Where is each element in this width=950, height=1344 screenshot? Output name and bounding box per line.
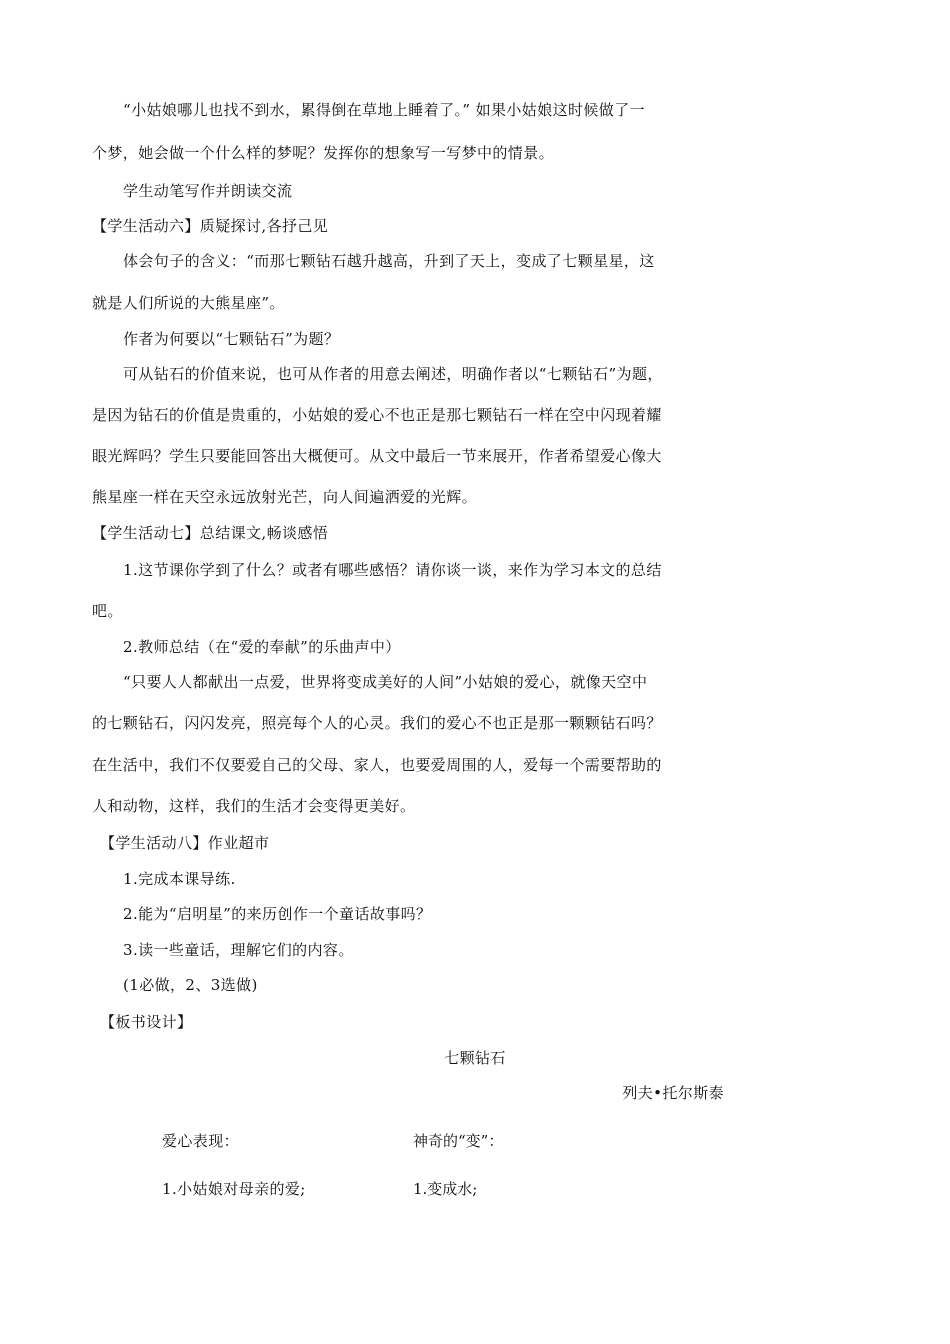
section-heading: 【学生活动七】总结课文,畅谈感悟 xyxy=(92,524,329,542)
paragraph-line: 体会句子的含义：“而那七颗钻石越升越高，升到了天上，变成了七颗星星，这 xyxy=(123,252,655,270)
paragraph-line: 作者为何要以“七颗钻石”为题？ xyxy=(123,330,340,348)
section-heading: 【板书设计】 xyxy=(100,1013,193,1031)
board-right-item: 1.变成水; xyxy=(413,1180,478,1198)
paragraph-line: 是因为钻石的价值是贵重的，小姑娘的爱心不也正是那七颗钻石一样在空中闪现着耀 xyxy=(92,406,662,424)
section-heading: 【学生活动六】质疑探讨,各抒己见 xyxy=(92,217,329,235)
paragraph-line: “只要人人都献出一点爱，世界将变成美好的人间”小姑娘的爱心，就像天空中 xyxy=(123,673,648,691)
paragraph-line: 可从钻石的价值来说，也可从作者的用意去阐述，明确作者以“七颗钻石”为题， xyxy=(123,365,663,383)
paragraph-line: 就是人们所说的大熊星座”。 xyxy=(92,294,285,312)
paragraph-line: 的七颗钻石，闪闪发亮，照亮每个人的心灵。我们的爱心不也正是那一颗颗钻石吗？ xyxy=(92,714,662,732)
paragraph-line: “小姑娘哪儿也找不到水，累得倒在草地上睡着了。” 如果小姑娘这时候做了一 xyxy=(123,101,646,119)
list-item: 1.完成本课导练. xyxy=(123,870,236,888)
paragraph-line: 在生活中，我们不仅要爱自己的父母、家人，也要爱周围的人，爱每一个需要帮助的 xyxy=(92,756,662,774)
paragraph-line: 个梦，她会做一个什么样的梦呢？发挥你的想象写一写梦中的情景。 xyxy=(92,144,555,162)
paragraph-line: 吧。 xyxy=(92,602,123,620)
section-heading: 【学生活动八】作业超市 xyxy=(100,834,270,852)
paragraph-line: 学生动笔写作并朗读交流 xyxy=(123,182,293,200)
paragraph-line: 2.教师总结（在“爱的奉献”的乐曲声中） xyxy=(123,638,401,656)
board-left-heading: 爱心表现： xyxy=(162,1132,240,1150)
paragraph-line: 人和动物，这样，我们的生活才会变得更美好。 xyxy=(92,797,416,815)
list-item: 2.能为“启明星”的来历创作一个童话故事吗？ xyxy=(123,905,432,923)
paragraph-line: 眼光辉吗？学生只要能回答出大概便可。从文中最后一节来展开，作者希望爱心像大 xyxy=(92,447,662,465)
board-left-item: 1.小姑娘对母亲的爱; xyxy=(162,1180,306,1198)
board-title: 七颗钻石 xyxy=(444,1049,506,1067)
paragraph-line: 1.这节课你学到了什么？或者有哪些感悟？请你谈一谈，来作为学习本文的总结 xyxy=(123,561,662,579)
list-item: 3.读一些童话，理解它们的内容。 xyxy=(123,941,354,959)
note-line: (1必做，2、3选做) xyxy=(123,976,258,994)
paragraph-line: 熊星座一样在天空永远放射光芒，向人间遍洒爱的光辉。 xyxy=(92,488,478,506)
board-right-heading: 神奇的“变”： xyxy=(413,1132,504,1150)
board-author: 列夫•托尔斯泰 xyxy=(622,1084,724,1102)
